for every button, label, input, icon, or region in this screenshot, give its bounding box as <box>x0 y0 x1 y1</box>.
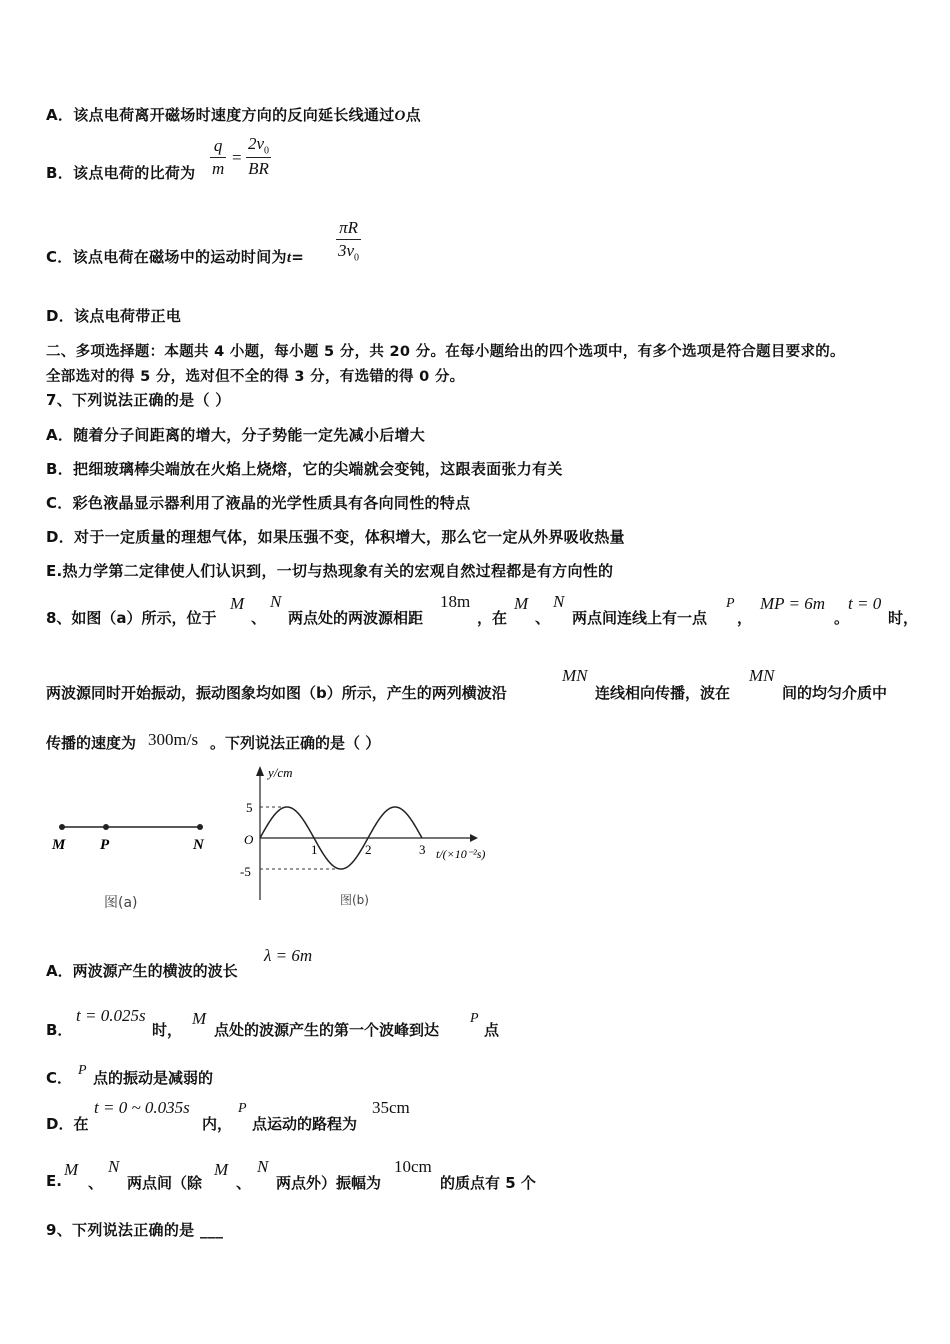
q8-text-3: ，在 <box>477 609 508 627</box>
math-t-0: t = 0 <box>848 594 882 613</box>
x-axis-label: t/(×10⁻²s) <box>436 847 486 861</box>
q8-text-4: 两点间连线上有一点 <box>572 609 708 627</box>
math-n: N <box>553 592 565 611</box>
x-tick-1: 1 <box>311 842 318 857</box>
math-m: M <box>214 1160 229 1179</box>
comma: ， <box>737 609 753 627</box>
math-p: P <box>726 596 735 611</box>
y-tick-5: 5 <box>246 800 253 815</box>
q8-b-a: 时， <box>152 1021 183 1039</box>
q8-option-a: A．两波源产生的横波的波长 <box>46 962 238 980</box>
q9-stem: 9、下列说法正确的是 ___ <box>46 1221 224 1239</box>
math-m: M <box>64 1160 79 1179</box>
fraction-pir-over-3v0: πR $3v_0$ <box>338 218 360 264</box>
point-n-dot <box>197 824 203 830</box>
math-10cm: 10cm <box>394 1157 432 1176</box>
q6-option-a-end: 点 <box>405 106 421 124</box>
q8-e-b: 两点外）振幅为 <box>276 1174 382 1192</box>
sep: 、 <box>236 1174 252 1192</box>
math-p: P <box>238 1101 247 1116</box>
fraction-2v0-over-br: $2v_0$ BR <box>248 134 270 179</box>
section2-line2: 全部选对的得 5 分，选对但不全的得 3 分，有选错的得 0 分。 <box>46 369 465 385</box>
q8-line3-a: 传播的速度为 <box>46 734 137 752</box>
q6-option-c-text: C．该点电荷在磁场中的运动时间为 <box>46 248 287 266</box>
q8-b-b: 点处的波源产生的第一个波峰到达 <box>214 1021 440 1039</box>
q8-line2-a: 两波源同时开始振动，振动图象均如图（b）所示，产生的两列横波沿 <box>46 684 507 702</box>
label-n: N <box>193 837 204 853</box>
q8-b-c: 点 <box>484 1021 500 1039</box>
q8-line3-b: 。下列说法正确的是（ ） <box>210 734 381 752</box>
math-t-0025: t = 0.025s <box>76 1006 146 1025</box>
math-35cm: 35cm <box>372 1098 410 1117</box>
q8-e-a: 两点间（除 <box>127 1174 203 1192</box>
figure-a <box>40 815 220 915</box>
q8-e-c: 的质点有 5 个 <box>440 1174 536 1192</box>
caption-b: 图(b) <box>340 893 369 907</box>
math-p: P <box>470 1011 479 1026</box>
q8-text-shi: 时， <box>888 609 919 627</box>
math-m: M <box>230 594 245 613</box>
math-lambda: λ = 6m <box>264 946 313 965</box>
q8-d-a: 内， <box>202 1115 233 1133</box>
x-tick-3: 3 <box>419 842 426 857</box>
q7-stem: 7、下列说法正确的是（ ） <box>46 391 231 409</box>
math-t-range: t = 0 ~ 0.035s <box>94 1098 190 1117</box>
q8-line2-b: 连线相向传播，波在 <box>595 684 731 702</box>
q6-option-c: C．该点电荷在磁场中的运动时间为t= <box>46 248 305 266</box>
point-m-dot <box>59 824 65 830</box>
q8-option-c: C． <box>46 1069 73 1087</box>
equals-sign: = <box>232 148 242 167</box>
math-velocity: 300m/s <box>148 730 199 749</box>
point-o: O <box>394 108 406 124</box>
y-axis-label: y/cm <box>268 765 293 780</box>
q6-option-a <box>46 104 421 125</box>
label-m: M <box>52 837 66 853</box>
q8-d-b: 点运动的路程为 <box>252 1115 358 1133</box>
period: 。 <box>834 609 850 627</box>
math-n: N <box>270 592 282 611</box>
q6-option-b-text: B．该点电荷的比荷为 <box>46 164 196 182</box>
q8-c-a: 点的振动是减弱的 <box>93 1069 214 1087</box>
math-m: M <box>192 1009 207 1028</box>
label-p: P <box>100 837 110 853</box>
math-m: M <box>514 594 529 613</box>
q7-option-e: E.热力学第二定律使人们认识到，一切与热现象有关的宏观自然过程都是有方向性的 <box>46 562 614 580</box>
y-tick-neg5: -5 <box>240 864 251 879</box>
sep: 、 <box>535 609 551 627</box>
math-18m: 18m <box>440 592 471 611</box>
sep: 、 <box>251 609 267 627</box>
math-mn: MN <box>562 666 588 685</box>
figure-b-chart <box>232 760 522 910</box>
x-axis-arrow <box>470 834 478 842</box>
math-p: P <box>78 1063 87 1078</box>
point-p-dot <box>103 824 109 830</box>
q8-option-d: D．在 <box>46 1115 89 1133</box>
q7-option-a: A．随着分子间距离的增大，分子势能一定先减小后增大 <box>46 426 426 444</box>
q7-option-b: B．把细玻璃棒尖端放在火焰上烧熔，它的尖端就会变钝，这跟表面张力有关 <box>46 460 563 478</box>
origin-label: O <box>244 832 254 847</box>
q6-option-b <box>46 162 195 183</box>
math-n: N <box>257 1157 269 1176</box>
q8-line2-c: 间的均匀介质中 <box>782 684 888 702</box>
q8-option-b: B． <box>46 1021 73 1039</box>
fraction-q-over-m: q m <box>212 136 225 178</box>
q8-option-e: E. <box>46 1172 62 1190</box>
section2-line1: 二、多项选择题：本题共 4 小题，每小题 5 分，共 20 分。在每小题给出的四个选项中，有多个选项是符合题目要求的。 <box>46 344 845 360</box>
sep: 、 <box>88 1174 104 1192</box>
math-mn: MN <box>749 666 775 685</box>
x-tick-2: 2 <box>365 842 372 857</box>
q7-option-d: D．对于一定质量的理想气体，如果压强不变，体积增大，那么它一定从外界吸收热量 <box>46 528 625 546</box>
q8-text-1: 8、如图（a）所示，位于 <box>46 609 217 627</box>
y-axis-arrow <box>256 766 264 776</box>
math-mp-6m: MP = 6m <box>760 594 825 613</box>
caption-a: 图(a) <box>104 895 138 911</box>
q6-option-a-text: A．该点电荷离开磁场时速度方向的反向延长线通过 <box>46 106 395 124</box>
q6-option-d: D．该点电荷带正电 <box>46 307 182 325</box>
q7-option-c: C．彩色液晶显示器利用了液晶的光学性质具有各向同性的特点 <box>46 494 471 512</box>
math-n: N <box>108 1157 120 1176</box>
q8-text-2: 两点处的两波源相距 <box>288 609 424 627</box>
